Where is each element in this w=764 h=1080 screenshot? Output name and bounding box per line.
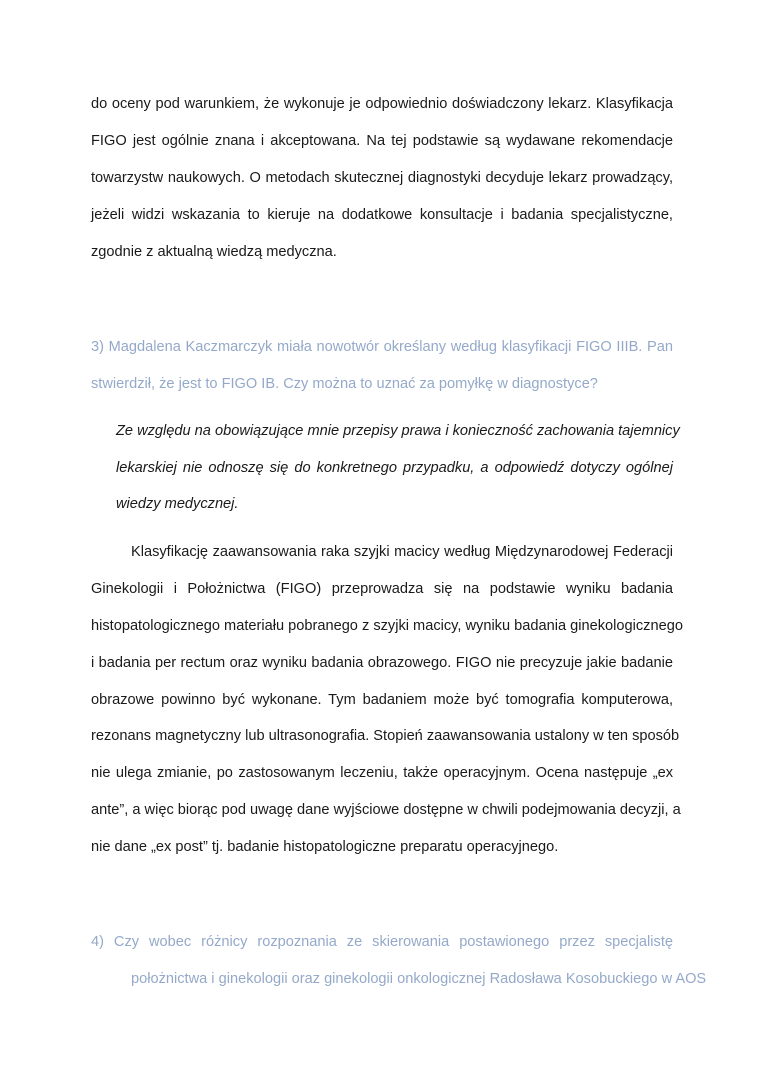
disclaimer-line: lekarskiej nie odnoszę się do konkretnego przypadku, a odpowiedź dotyczy ogólnej (116, 460, 673, 476)
question-4-line: 4) Czy wobec różnicy rozpoznania ze skierowania postawionego przez specjalistę (91, 934, 673, 950)
answer-3-line: i badania per rectum oraz wyniku badania obrazowego. FIGO nie precyzuje jakie badanie (91, 655, 673, 671)
answer-3-line: nie dane „ex post” tj. badanie histopatologiczne preparatu operacyjnego. (91, 839, 559, 855)
body-text-line: zgodnie z aktualną wiedzą medyczna. (91, 244, 337, 260)
disclaimer-line: Ze względu na obowiązujące mnie przepisy prawa i konieczność zachowania tajemnicy (116, 423, 680, 439)
answer-3-line: Ginekologii i Położnictwa (FIGO) przeprowadza się na podstawie wyniku badania (91, 581, 673, 597)
answer-3-line: Klasyfikację zaawansowania raka szyjki macicy według Międzynarodowej Federacji (131, 544, 673, 560)
disclaimer-line: wiedzy medycznej. (116, 496, 239, 512)
answer-3-line: rezonans magnetyczny lub ultrasonografia. Stopień zaawansowania ustalony w ten sposób (91, 728, 680, 744)
answer-3-line: ante”, a więc biorąc pod uwagę dane wyjściowe dostępne w chwili podejmowania decyzji, a (91, 802, 681, 818)
body-text-line: towarzystw naukowych. O metodach skutecznej diagnostyki decyduje lekarz prowadzący, (91, 170, 673, 186)
question-3-line: 3) Magdalena Kaczmarczyk miała nowotwór określany według klasyfikacji FIGO IIIB. Pan (91, 339, 673, 355)
answer-3-line: histopatologicznego materiału pobranego z szyjki macicy, wyniku badania ginekologicznego (91, 618, 683, 634)
body-text-line: FIGO jest ogólnie znana i akceptowana. Na tej podstawie są wydawane rekomendacje (91, 133, 673, 149)
question-3-line: stwierdził, że jest to FIGO IB. Czy można to uznać za pomyłkę w diagnostyce? (91, 376, 598, 392)
body-text-line: do oceny pod warunkiem, że wykonuje je odpowiednio doświadczony lekarz. Klasyfikacja (91, 96, 673, 112)
body-text-line: jeżeli widzi wskazania to kieruje na dodatkowe konsultacje i badania specjalistyczne, (91, 207, 673, 223)
answer-3-line: obrazowe powinno być wykonane. Tym badaniem może być tomografia komputerowa, (91, 692, 673, 708)
answer-3-line: nie ulega zmianie, po zastosowanym leczeniu, także operacyjnym. Ocena następuje „ex (91, 765, 673, 781)
question-4-line: położnictwa i ginekologii oraz ginekologii onkologicznej Radosława Kosobuckiego w AOS (131, 971, 707, 987)
